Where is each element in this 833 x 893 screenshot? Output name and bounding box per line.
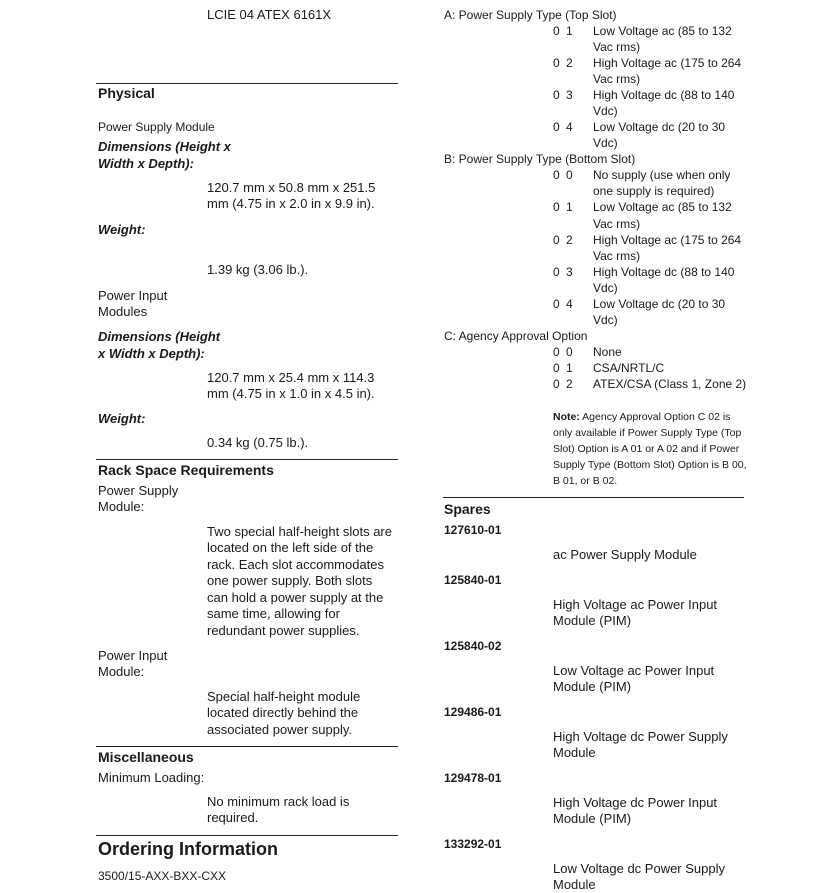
pim-subheading: Modules: [98, 304, 148, 319]
note-line: only available if Power Supply Type (Top: [553, 427, 742, 439]
option-desc: High Voltage dc (88 to 140: [593, 88, 735, 102]
rack-psm-text: located on the left side of the: [207, 540, 374, 555]
option-code: 0 1: [553, 361, 575, 375]
option-desc: Vac rms): [593, 72, 641, 86]
weight-label: Weight:: [98, 222, 146, 237]
note-label: Note:: [553, 411, 580, 423]
pim-subheading: Power Input: [98, 288, 168, 303]
option-code: 0 0: [553, 168, 575, 182]
option-c-title: C: Agency Approval Option: [444, 329, 588, 343]
pim-weight-label: Weight:: [98, 411, 146, 426]
weight-value: 1.39 kg (3.06 lb.).: [207, 262, 309, 277]
option-desc: Vdc): [593, 136, 618, 150]
pim-dims-label: Dimensions (Height: [98, 329, 221, 344]
option-desc: Low Voltage dc (20 to 30: [593, 120, 726, 134]
physical-heading: Physical: [98, 85, 155, 101]
rack-pim-text: located directly behind the: [207, 705, 359, 720]
option-code: 0 1: [553, 24, 575, 38]
spare-description: Module: [553, 745, 596, 760]
option-desc: CSA/NRTL/C: [593, 361, 665, 375]
option-desc: Vac rms): [593, 40, 641, 54]
spare-part-number: 127610-01: [444, 523, 502, 537]
option-desc: No supply (use when only: [593, 168, 731, 182]
spare-description: Module (PIM): [553, 679, 632, 694]
certificate-number: LCIE 04 ATEX 6161X: [207, 7, 332, 22]
ordering-heading: Ordering Information: [98, 839, 278, 859]
spare-description: High Voltage ac Power Input: [553, 597, 718, 612]
rack-psm-text: Two special half-height slots are: [207, 524, 392, 539]
spare-description: Low Voltage ac Power Input: [553, 663, 715, 678]
dims-value: mm (4.75 in x 2.0 in x 9.9 in).: [207, 196, 375, 211]
spare-description: High Voltage dc Power Input: [553, 795, 718, 810]
option-code: 0 0: [553, 345, 575, 359]
rack-psm-label: Power Supply: [98, 483, 179, 498]
spares-heading: Spares: [444, 501, 491, 517]
rack-psm-text: rack. Each slot accommodates: [207, 557, 385, 572]
rack-heading: Rack Space Requirements: [98, 462, 274, 478]
option-code: 0 3: [553, 265, 575, 279]
min-loading-label: Minimum Loading:: [98, 770, 205, 785]
note-line: Supply Type (Bottom Slot) Option is B 00,: [553, 459, 747, 471]
option-desc: one supply is required): [593, 184, 715, 198]
section-divider: [443, 497, 744, 498]
option-desc: Low Voltage dc (20 to 30: [593, 297, 726, 311]
pim-weight-value: 0.34 kg (0.75 lb.).: [207, 435, 309, 450]
option-a-title: A: Power Supply Type (Top Slot): [444, 8, 617, 22]
option-code: 0 2: [553, 56, 575, 70]
spare-part-number: 129478-01: [444, 771, 502, 785]
option-code: 0 2: [553, 377, 575, 391]
option-desc: Vac rms): [593, 249, 641, 263]
option-desc: ATEX/CSA (Class 1, Zone 2): [593, 377, 747, 391]
note-line: Agency Approval Option C 02 is: [579, 411, 731, 423]
option-desc: Low Voltage ac (85 to 132: [593, 24, 732, 38]
option-code: 0 3: [553, 88, 575, 102]
spare-part-number: 129486-01: [444, 705, 502, 719]
spare-part-number: 125840-02: [444, 639, 502, 653]
rack-pim-label: Module:: [98, 664, 145, 679]
option-desc: Vdc): [593, 313, 618, 327]
option-code: 0 2: [553, 233, 575, 247]
rack-pim-text: associated power supply.: [207, 722, 353, 737]
option-code: 0 1: [553, 200, 575, 214]
option-code: 0 4: [553, 120, 575, 134]
ordering-part-number: 3500/15-AXX-BXX-CXX: [98, 869, 227, 883]
psm-subheading: Power Supply Module: [98, 120, 215, 134]
dims-label: Dimensions (Height x: [98, 139, 231, 154]
option-desc: Vdc): [593, 104, 618, 118]
note-line: B 01, or B 02.: [553, 475, 618, 487]
section-divider: [96, 746, 398, 747]
option-desc: High Voltage dc (88 to 140: [593, 265, 735, 279]
spare-description: High Voltage dc Power Supply: [553, 729, 728, 744]
option-b-title: B: Power Supply Type (Bottom Slot): [444, 152, 636, 166]
pim-dims-value: 120.7 mm x 25.4 mm x 114.3: [207, 370, 375, 385]
option-desc: High Voltage ac (175 to 264: [593, 233, 742, 247]
option-desc: None: [593, 345, 622, 359]
option-desc: High Voltage ac (175 to 264: [593, 56, 742, 70]
spare-description: Low Voltage dc Power Supply: [553, 861, 725, 876]
rack-psm-label: Module:: [98, 499, 145, 514]
option-desc: Vac rms): [593, 217, 641, 231]
pim-dims-value: mm (4.75 in x 1.0 in x 4.5 in).: [207, 386, 375, 401]
min-loading-text: required.: [207, 810, 259, 825]
spare-part-number: 133292-01: [444, 837, 502, 851]
note-line: Slot) Option is A 01 or A 02 and if Power: [553, 443, 740, 455]
spare-description: Module (PIM): [553, 613, 632, 628]
option-code: 0 4: [553, 297, 575, 311]
dims-label: Width x Depth):: [98, 156, 194, 171]
rack-psm-text: redundant power supplies.: [207, 623, 360, 638]
section-divider: [96, 835, 398, 836]
approval-note: [553, 409, 753, 489]
spare-description: ac Power Supply Module: [553, 547, 697, 562]
section-divider: [96, 459, 398, 460]
pim-dims-label: x Width x Depth):: [98, 346, 205, 361]
option-desc: Low Voltage ac (85 to 132: [593, 200, 732, 214]
rack-pim-label: Power Input: [98, 648, 168, 663]
rack-pim-text: Special half-height module: [207, 689, 361, 704]
rack-psm-text: can hold a power supply at the: [207, 590, 384, 605]
option-desc: Vdc): [593, 281, 618, 295]
rack-psm-text: one power supply. Both slots: [207, 573, 373, 588]
misc-heading: Miscellaneous: [98, 749, 194, 765]
dims-value: 120.7 mm x 50.8 mm x 251.5: [207, 180, 376, 195]
spare-description: Module (PIM): [553, 811, 632, 826]
spare-description: Module: [553, 877, 596, 892]
rack-psm-text: same time, allowing for: [207, 606, 340, 621]
spare-part-number: 125840-01: [444, 573, 502, 587]
min-loading-text: No minimum rack load is: [207, 794, 350, 809]
